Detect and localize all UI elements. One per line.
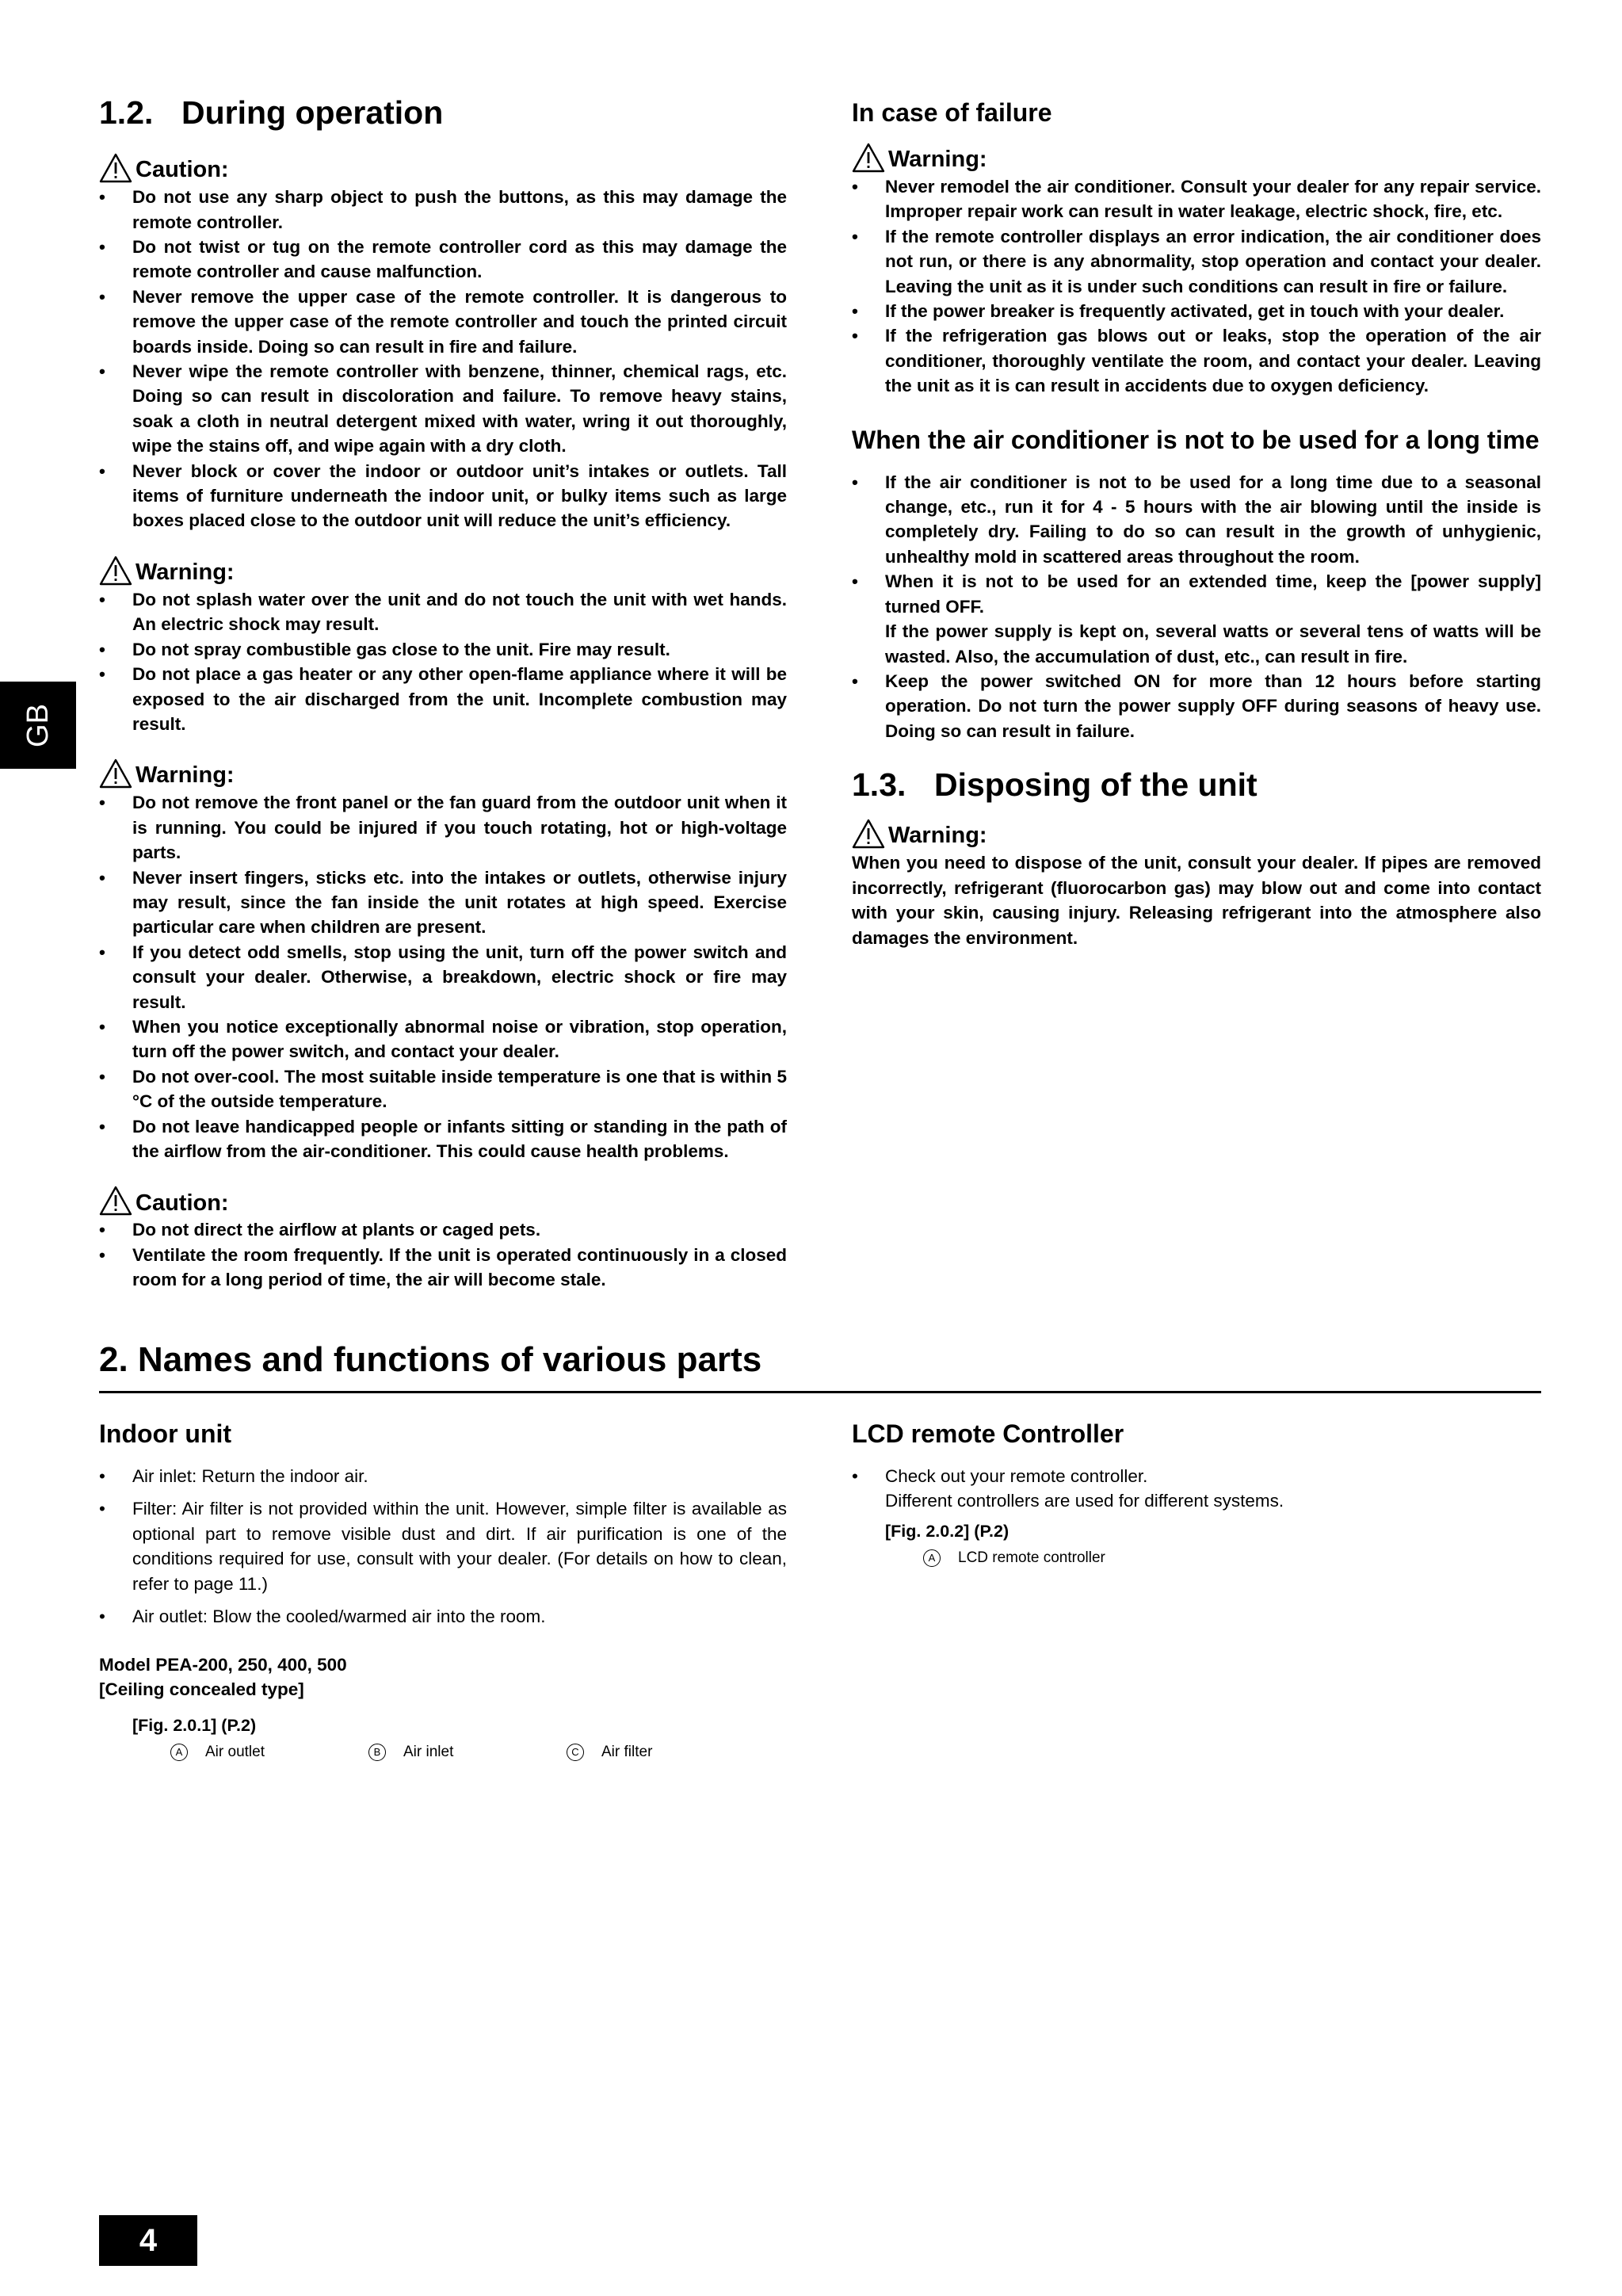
failure-warning-list [852, 174, 1541, 399]
figure-reference: [Fig. 2.0.2] (P.2) [885, 1521, 1009, 1541]
long-time-heading: When the air conditioner is not to be used for a long time [852, 425, 1540, 454]
figure-reference: [Fig. 2.0.1] (P.2) [132, 1716, 257, 1736]
warning-heading [852, 143, 1541, 173]
disposal-text: When you need to dispose of the unit, consult your dealer. If pipes are removed incorrectly, refrigerant (fluorocarbon gas) may blow out and come into contact with your skin, causing injury. Releasing refrigerant into the atmosphere also damages the environment. [852, 853, 1541, 948]
section-number: 1.3. [852, 766, 906, 804]
warning-label: Warning: [135, 762, 235, 789]
caution-heading [99, 153, 787, 183]
list-item: • Do not splash water over the unit and do not touch the unit with wet hands. An electric shock may result. [99, 587, 787, 637]
warning-heading [99, 758, 787, 789]
section-title: Disposing of the unit [934, 766, 1258, 804]
list-item: • Never remove the upper case of the remote controller. It is dangerous to remove the upper case of the remote controller and touch the printed circuit boards inside. Doing so can result in fire and failure. [99, 285, 787, 359]
list-item-text: Different controllers are used for different systems. [885, 1491, 1284, 1511]
caution-heading [99, 1186, 787, 1216]
list-item: • Ventilate the room frequently. If the unit is operated continuously in a closed room for a long period of time, the air will become stale. [99, 1243, 787, 1293]
lcd-remote-heading: LCD remote Controller [852, 1419, 1124, 1448]
type-line: [Ceiling concealed type] [99, 1679, 304, 1700]
section-1-2-heading [99, 94, 787, 132]
right-column [852, 94, 1541, 972]
warning-triangle-icon [852, 143, 885, 173]
section-title: During operation [181, 94, 444, 131]
warning-list [99, 790, 787, 1163]
circled-letter: A [923, 1549, 941, 1567]
list-item: • Never block or cover the indoor or outdoor unit’s intakes or outlets. Tall items of furniture underneath the indoor unit, or bulky items such as large boxes placed close to the outdoor unit will reduce the unit’s efficiency. [99, 459, 787, 533]
list-item: • Do not leave handicapped people or infants sitting or standing in the path of the airflow from the air-conditioner. This could cause health problems. [99, 1114, 787, 1164]
figure-labels [170, 1744, 787, 1761]
figure-label-text: Air outlet [205, 1744, 265, 1761]
caution-label: Caution: [135, 157, 229, 183]
warning-triangle-icon [99, 556, 132, 586]
circled-letter: A [170, 1744, 188, 1761]
warning-triangle-icon [99, 1186, 132, 1216]
list-item: • Do not direct the airflow at plants or caged pets. [99, 1217, 787, 1242]
list-item: • Never remodel the air conditioner. Consult your dealer for any repair service. Improper repair work can result in water leakage, electric shock, fire, etc. [852, 174, 1541, 224]
list-item [852, 569, 1541, 669]
warning-label: Warning: [888, 823, 987, 849]
list-item: • If the refrigeration gas blows out or leaks, stop the operation of the air conditioner, thoroughly ventilate the room, and contact your dealer. Leaving the unit as it is can result in accidents due to oxygen deficiency. [852, 323, 1541, 398]
section-1-3-heading [852, 766, 1541, 804]
list-item: • If you detect odd smells, stop using the unit, turn off the power switch and consult your dealer. Otherwise, a breakdown, electric shock or fire may result. [99, 940, 787, 1014]
warning-heading [852, 819, 1541, 849]
list-item: • Do not use any sharp object to push the buttons, as this may damage the remote controller. [99, 185, 787, 235]
section-number: 1.2. [99, 94, 154, 131]
list-item: • Do not twist or tug on the remote controller cord as this may damage the remote controller and cause malfunction. [99, 235, 787, 285]
list-item: • Do not place a gas heater or any other open-flame appliance where it will be exposed to the air discharged from the unit. Incomplete combustion may result. [99, 662, 787, 736]
list-item: • Do not over-cool. The most suitable inside temperature is one that is within 5 °C of the outside temperature. [99, 1064, 787, 1114]
warning-triangle-icon [99, 758, 132, 789]
caution-list [99, 1217, 787, 1292]
circled-letter: B [368, 1744, 386, 1761]
figure-label [368, 1744, 567, 1761]
list-item: • When you notice exceptionally abnormal noise or vibration, stop operation, turn off the power switch, and contact your dealer. [99, 1014, 787, 1064]
caution-label: Caution: [135, 1190, 229, 1216]
figure-label-text: Air filter [601, 1744, 653, 1761]
side-language-tab [0, 682, 76, 769]
circled-letter: C [567, 1744, 584, 1761]
side-tab-label: GB [21, 703, 55, 747]
caution-list [99, 185, 787, 533]
figure-labels [923, 1549, 1541, 1567]
warning-heading [99, 556, 787, 586]
list-item: • If the remote controller displays an error indication, the air conditioner does not run, or there is any abnormality, stop operation and contact your dealer. Leaving the unit as it is under such conditions can result in fire or failure. [852, 224, 1541, 299]
failure-heading: In case of failure [852, 98, 1052, 127]
warning-triangle-icon [99, 153, 132, 183]
list-item-text: • Check out your remote controller. [885, 1466, 1148, 1486]
warning-label: Warning: [135, 559, 235, 585]
list-item: • If the air conditioner is not to be used for a long time due to a seasonal change, etc., run it for 4 - 5 hours with the air blowing until the inside is completely dry. Failing to do so can result in the growth of unhygienic, unhealthy mold in scattered areas throughout the room. [852, 470, 1541, 570]
list-item: • Keep the power switched ON for more than 12 hours before starting operation. Do not turn the power supply OFF during seasons of heavy use. Doing so can result in failure. [852, 669, 1541, 743]
list-item: • Never wipe the remote controller with benzene, thinner, chemical rags, etc. Doing so can result in discoloration and failure. To remove heavy stains, soak a cloth in neutral detergent mixed with water, wring it out thoroughly, wipe the stains off, and wipe again with a dry cloth. [99, 359, 787, 459]
indoor-unit-heading: Indoor unit [99, 1419, 232, 1448]
lcd-remote-section [852, 1415, 1541, 1567]
list-item: • Do not spray combustible gas close to the unit. Fire may result. [99, 637, 787, 662]
indoor-unit-section [99, 1415, 787, 1761]
list-item: • If the power breaker is frequently activated, get in touch with your dealer. [852, 299, 1541, 323]
list-item-text: • When it is not to be used for an extended time, keep the [power supply] turned OFF. [885, 571, 1541, 617]
figure-label [923, 1549, 1105, 1567]
list-item: • Never insert fingers, sticks etc. into the intakes or outlets, otherwise injury may result, since the fan inside the unit rotates at high speed. Exercise particular care when children are present. [99, 865, 787, 940]
list-item: • Do not remove the front panel or the fan guard from the outdoor unit when it is running. You could be injured if you touch rotating, hot or high-voltage parts. [99, 790, 787, 865]
list-item [852, 1464, 1541, 1514]
warning-label: Warning: [888, 147, 987, 173]
list-item-text: If the power supply is kept on, several watts or several tens of watts will be wasted. Also, the accumulation of dust, etc., can result in fire. [885, 621, 1541, 667]
list-item: • Air inlet: Return the indoor air. [99, 1464, 787, 1488]
left-column [99, 94, 787, 1315]
list-item: • Filter: Air filter is not provided within the unit. However, simple filter is available as optional part to remove visible dust and dirt. If air purification is one of the conditions required for use, consult with your dealer. (For details on how to clean, refer to page 11.) [99, 1496, 787, 1596]
figure-label-text: Air inlet [403, 1744, 454, 1761]
long-time-list [852, 470, 1541, 743]
page-number: 4 [99, 2215, 197, 2266]
lcd-remote-list [852, 1464, 1541, 1514]
section-2-heading: 2. Names and functions of various parts [99, 1339, 1541, 1393]
indoor-unit-list [99, 1464, 787, 1629]
warning-list [99, 587, 787, 736]
figure-label [170, 1744, 368, 1761]
warning-triangle-icon [852, 819, 885, 849]
figure-label [567, 1744, 652, 1761]
figure-label-text: LCD remote controller [958, 1549, 1105, 1566]
model-line: Model PEA-200, 250, 400, 500 [99, 1655, 347, 1675]
list-item: • Air outlet: Blow the cooled/warmed air into the room. [99, 1604, 787, 1629]
